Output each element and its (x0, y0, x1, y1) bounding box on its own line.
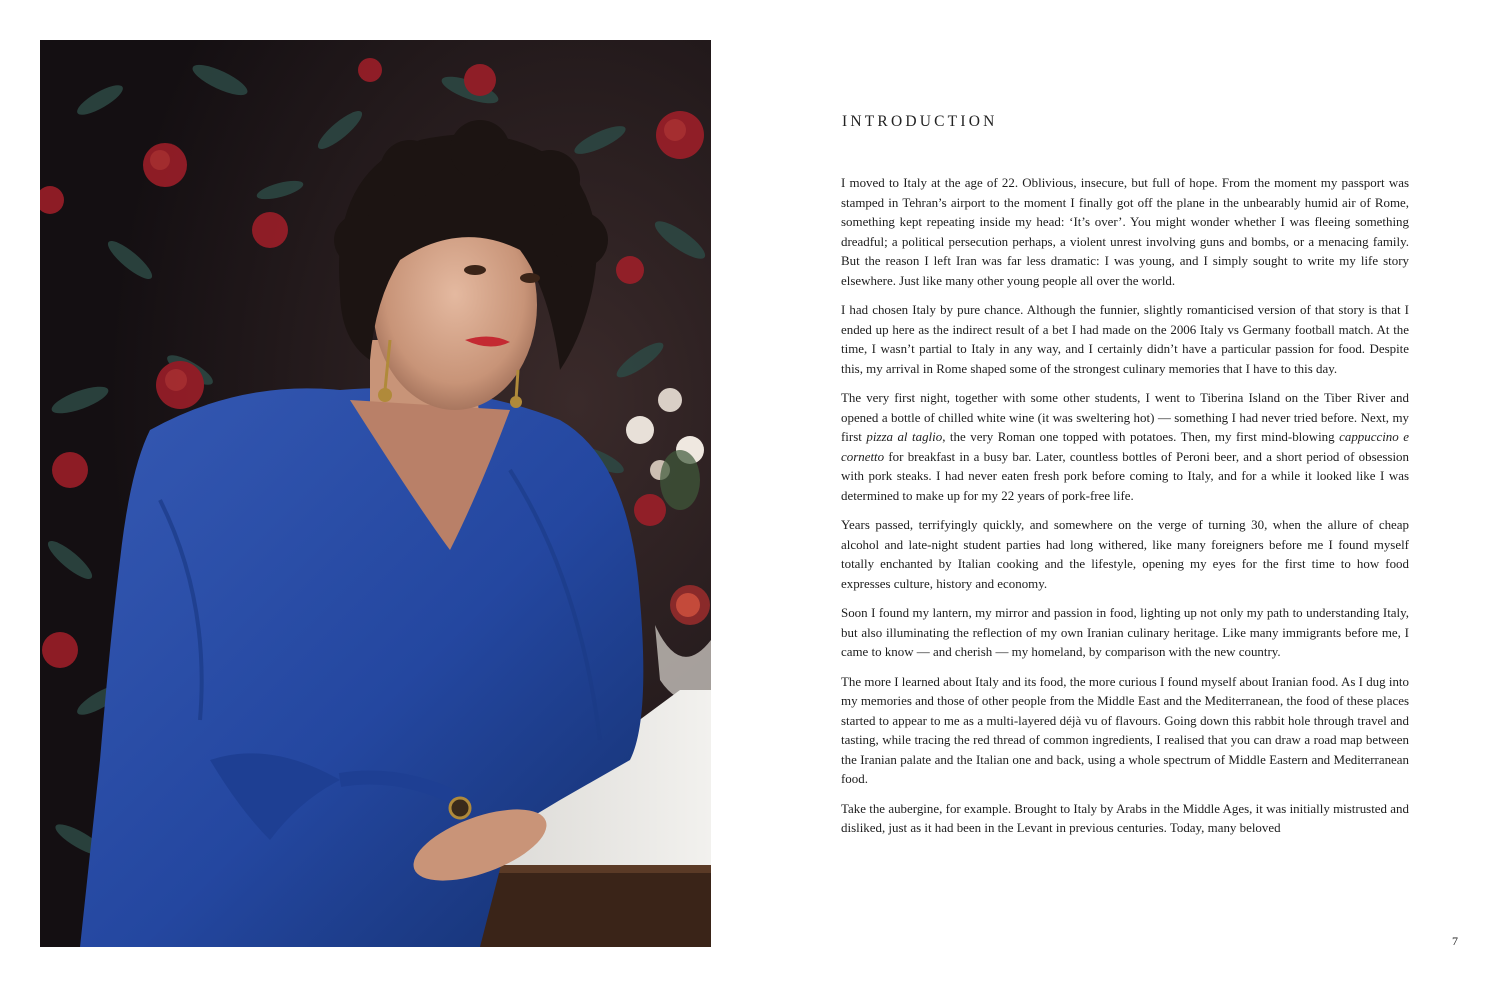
italic-phrase: cappuccino e cornetto (841, 429, 1409, 464)
paragraph (841, 300, 1409, 378)
text-run: I had chosen Italy by pure chance. Although the funnier, slightly romanticised version of that story is that I ended up here as the indirect result of a bet I had made on the 2006 Italy vs Germany football match. At the time, I wasn’t partial to Italy in any way, and I certainly didn’t have a particular passion for food. Despite this, my arrival in Rome shaped some of the strongest culinary memories that I have to this day. (841, 302, 1409, 376)
body-text (841, 173, 1409, 848)
paragraph (841, 388, 1409, 505)
portrait-photo (40, 40, 711, 947)
text-run: The more I learned about Italy and its food, the more curious I found myself about Iranian food. As I dug into my memories and those of other people from the Middle East and the Mediterranean, the food of these places started to appear to me as a multi-layered déjà vu of flavours. Going down this rabbit hole through travel and tasting, while tracing the red thread of common ingredients, I realised that you can draw a road map between the Iranian palate and the Italian one and back, using a whole spectrum of Middle Eastern and Mediterranean food. (841, 673, 1409, 786)
paragraph (841, 799, 1409, 838)
text-run: , the very Roman one topped with potatoes. Then, my first mind-blowing (942, 429, 1340, 444)
paragraph (841, 173, 1409, 290)
text-run: Take the aubergine, for example. Brought to Italy by Arabs in the Middle Ages, it was initially mistrusted and disliked, just as it had been in the Levant in previous centuries. Today, many beloved (841, 800, 1409, 835)
paragraph (841, 672, 1409, 789)
paragraph (841, 515, 1409, 593)
text-run: for breakfast in a busy bar. Later, countless bottles of Peroni beer, and a short period of obsession with pork steaks. I had never eaten fresh pork before coming to Italy, and for a while it looked like I was determined to make up for my 22 years of pork-free life. (841, 448, 1409, 503)
paragraph (841, 603, 1409, 662)
italic-phrase: pizza al taglio (866, 429, 943, 444)
text-run: The very first night, together with some other students, I went to Tiberina Island on the Tiber River and opened a bottle of chilled white wine (it was sweltering hot) — something I had never tried before. Next, my first (841, 390, 1409, 444)
text-run: Years passed, terrifyingly quickly, and somewhere on the verge of turning 30, when the allure of cheap alcohol and late-night student parties had long withered, like many foreigners before me I found myself totally enchanted by Italian cooking and the lifestyle, opening my eyes for the first time to how food expresses culture, history and economy. (841, 517, 1409, 591)
page-number: 7 (1452, 934, 1458, 948)
text-run: Soon I found my lantern, my mirror and passion in food, lighting up not only my path to understanding Italy, but also illuminating the reflection of my own Iranian culinary heritage. Like many immigrants before me, I came to know — and cherish — my homeland, by comparison with the new country. (841, 605, 1409, 659)
chapter-title: INTRODUCTION (842, 113, 998, 130)
text-run: I moved to Italy at the age of 22. Oblivious, insecure, but full of hope. From the moment my passport was stamped in Tehran’s airport to the moment I finally got off the plane in the unbearably humid air of Rome, something kept repeating inside my head: ‘It’s over’. You might wonder whether I was fleeing something dreadful; a political persecution perhaps, a violent unrest involving guns and bombs, or a menacing family. But the reason I left Iran was far less dramatic: I was young, and I simply sought to write my life story elsewhere. Just like many other young people all over the world. (841, 175, 1409, 288)
